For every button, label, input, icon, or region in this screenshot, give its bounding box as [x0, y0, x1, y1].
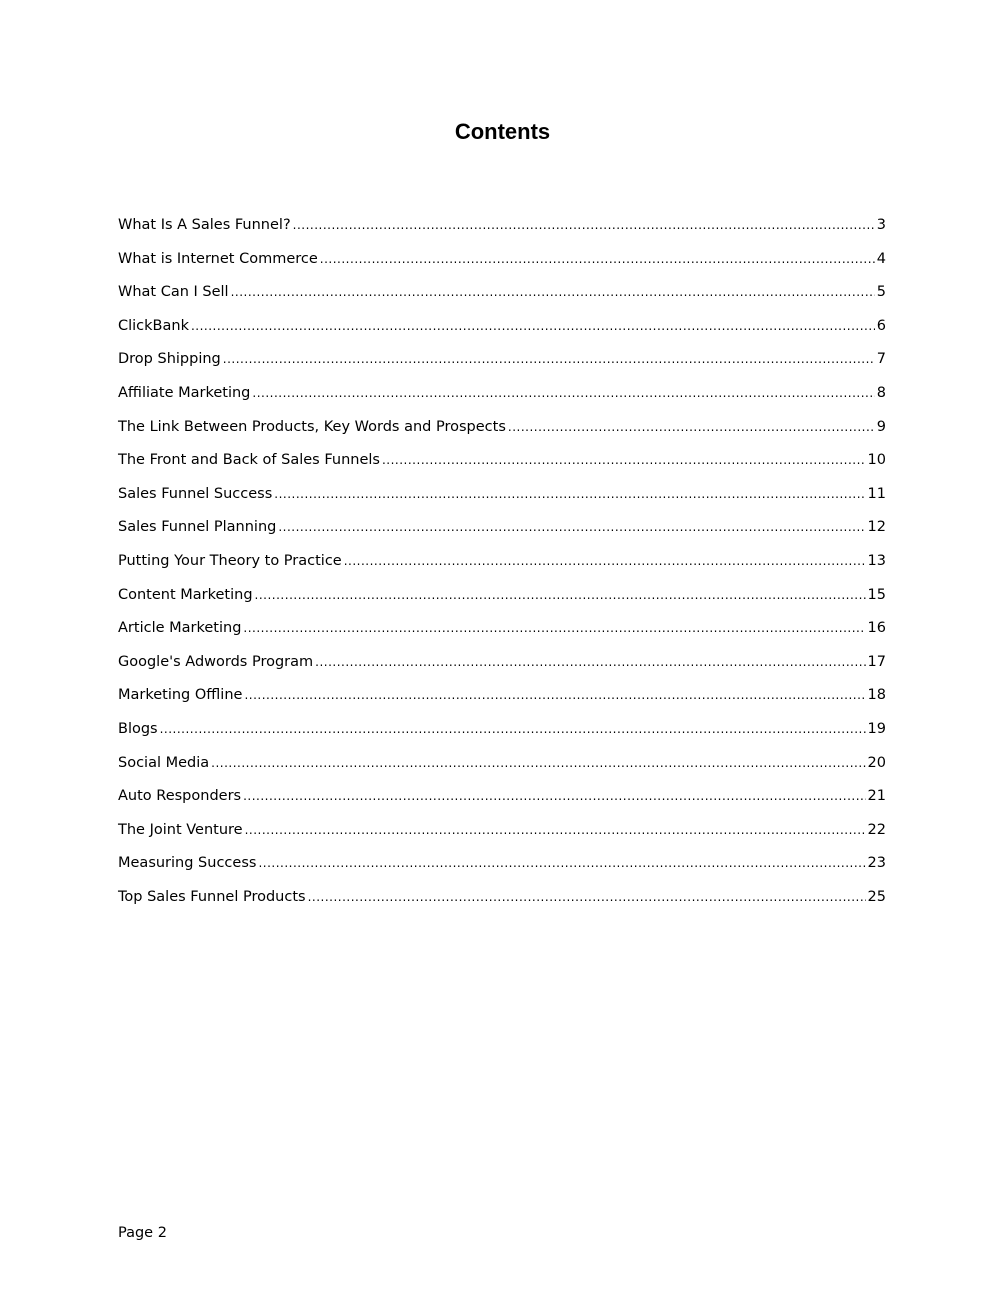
toc-entry-page: 9	[876, 418, 886, 435]
toc-entry[interactable]	[118, 780, 886, 814]
toc-entry[interactable]	[118, 612, 886, 646]
toc-entry-page: 20	[867, 754, 886, 771]
toc-entry-label: Auto Responders	[118, 788, 242, 805]
toc-entry-page: 13	[867, 552, 886, 569]
toc-dot-leader	[344, 545, 866, 579]
toc-entry[interactable]	[118, 276, 886, 310]
toc-entry-page: 23	[867, 855, 886, 872]
toc-dot-leader	[255, 579, 866, 613]
toc-entry-page: 18	[867, 687, 886, 704]
toc-entry[interactable]	[118, 814, 886, 848]
toc-entry-page: 22	[867, 821, 886, 838]
toc-dot-leader	[320, 243, 875, 277]
toc-entry-page: 10	[867, 452, 886, 469]
toc-entry-label: What is Internet Commerce	[118, 250, 318, 267]
toc-entry[interactable]	[118, 243, 886, 277]
toc-entry-label: Sales Funnel Planning	[118, 519, 277, 536]
toc-dot-leader	[243, 780, 865, 814]
toc-entry-page: 12	[867, 519, 886, 536]
toc-entry-page: 17	[867, 653, 886, 670]
toc-entry-page: 6	[876, 317, 886, 334]
table-of-contents	[118, 209, 886, 914]
toc-entry-label: Top Sales Funnel Products	[118, 888, 306, 905]
toc-dot-leader	[223, 343, 875, 377]
toc-entry[interactable]	[118, 478, 886, 512]
toc-entry-page: 25	[867, 888, 886, 905]
page-title: Contents	[454, 119, 551, 144]
toc-dot-leader	[508, 411, 875, 445]
toc-entry[interactable]	[118, 511, 886, 545]
toc-entry-page: 16	[867, 620, 886, 637]
toc-entry[interactable]	[118, 209, 886, 243]
toc-entry[interactable]	[118, 881, 886, 915]
toc-entry-label: ClickBank	[118, 317, 189, 334]
toc-entry-page: 11	[867, 485, 886, 502]
toc-entry-label: Google's Adwords Program	[118, 653, 314, 670]
toc-dot-leader	[252, 377, 874, 411]
toc-entry[interactable]	[118, 713, 886, 747]
toc-entry-label: What Is A Sales Funnel?	[118, 217, 291, 233]
toc-entry-label: Sales Funnel Success	[118, 485, 273, 502]
toc-entry-label: The Joint Venture	[118, 821, 243, 838]
toc-entry[interactable]	[118, 579, 886, 613]
toc-entry[interactable]	[118, 747, 886, 781]
toc-entry-page: 3	[876, 217, 886, 233]
toc-dot-leader	[382, 444, 866, 478]
toc-entry-page: 8	[876, 384, 886, 401]
toc-entry[interactable]	[118, 646, 886, 680]
toc-dot-leader	[244, 679, 865, 713]
toc-entry-page: 5	[876, 284, 886, 301]
toc-entry-page: 15	[867, 586, 886, 603]
toc-entry-page: 19	[867, 720, 886, 737]
toc-dot-leader	[243, 612, 865, 646]
toc-entry[interactable]	[118, 377, 886, 411]
toc-entry-page: 21	[867, 788, 886, 805]
toc-dot-leader	[160, 713, 866, 747]
toc-entry-label: Affiliate Marketing	[118, 384, 251, 401]
toc-dot-leader	[274, 478, 865, 512]
toc-entry-label: Drop Shipping	[118, 351, 221, 368]
toc-dot-leader	[258, 847, 865, 881]
toc-entry[interactable]	[118, 310, 886, 344]
toc-entry-label: The Front and Back of Sales Funnels	[118, 452, 380, 469]
toc-dot-leader	[191, 310, 875, 344]
toc-dot-leader	[278, 511, 865, 545]
toc-entry-label: Social Media	[118, 754, 210, 771]
toc-entry-label: Marketing Offline	[118, 687, 243, 704]
toc-entry-label: What Can I Sell	[118, 284, 229, 301]
page-number-footer: Page 2	[118, 1225, 167, 1241]
toc-entry-label: Blogs	[118, 720, 158, 737]
toc-entry[interactable]	[118, 679, 886, 713]
toc-dot-leader	[293, 209, 875, 243]
toc-dot-leader	[211, 747, 865, 781]
toc-entry[interactable]	[118, 847, 886, 881]
toc-dot-leader	[231, 276, 875, 310]
toc-entry[interactable]	[118, 411, 886, 445]
toc-entry[interactable]	[118, 343, 886, 377]
toc-entry-label: The Link Between Products, Key Words and Prospects	[118, 418, 506, 435]
toc-entry-page: 7	[876, 351, 886, 368]
toc-entry-label: Measuring Success	[118, 855, 257, 872]
toc-entry-label: Putting Your Theory to Practice	[118, 552, 342, 569]
toc-entry-label: Article Marketing	[118, 620, 242, 637]
toc-entry[interactable]	[118, 545, 886, 579]
toc-entry-label: Content Marketing	[118, 586, 253, 603]
toc-dot-leader	[308, 881, 866, 915]
toc-dot-leader	[245, 814, 866, 848]
toc-entry[interactable]	[118, 444, 886, 478]
toc-dot-leader	[315, 646, 865, 680]
toc-entry-page: 4	[876, 250, 886, 267]
